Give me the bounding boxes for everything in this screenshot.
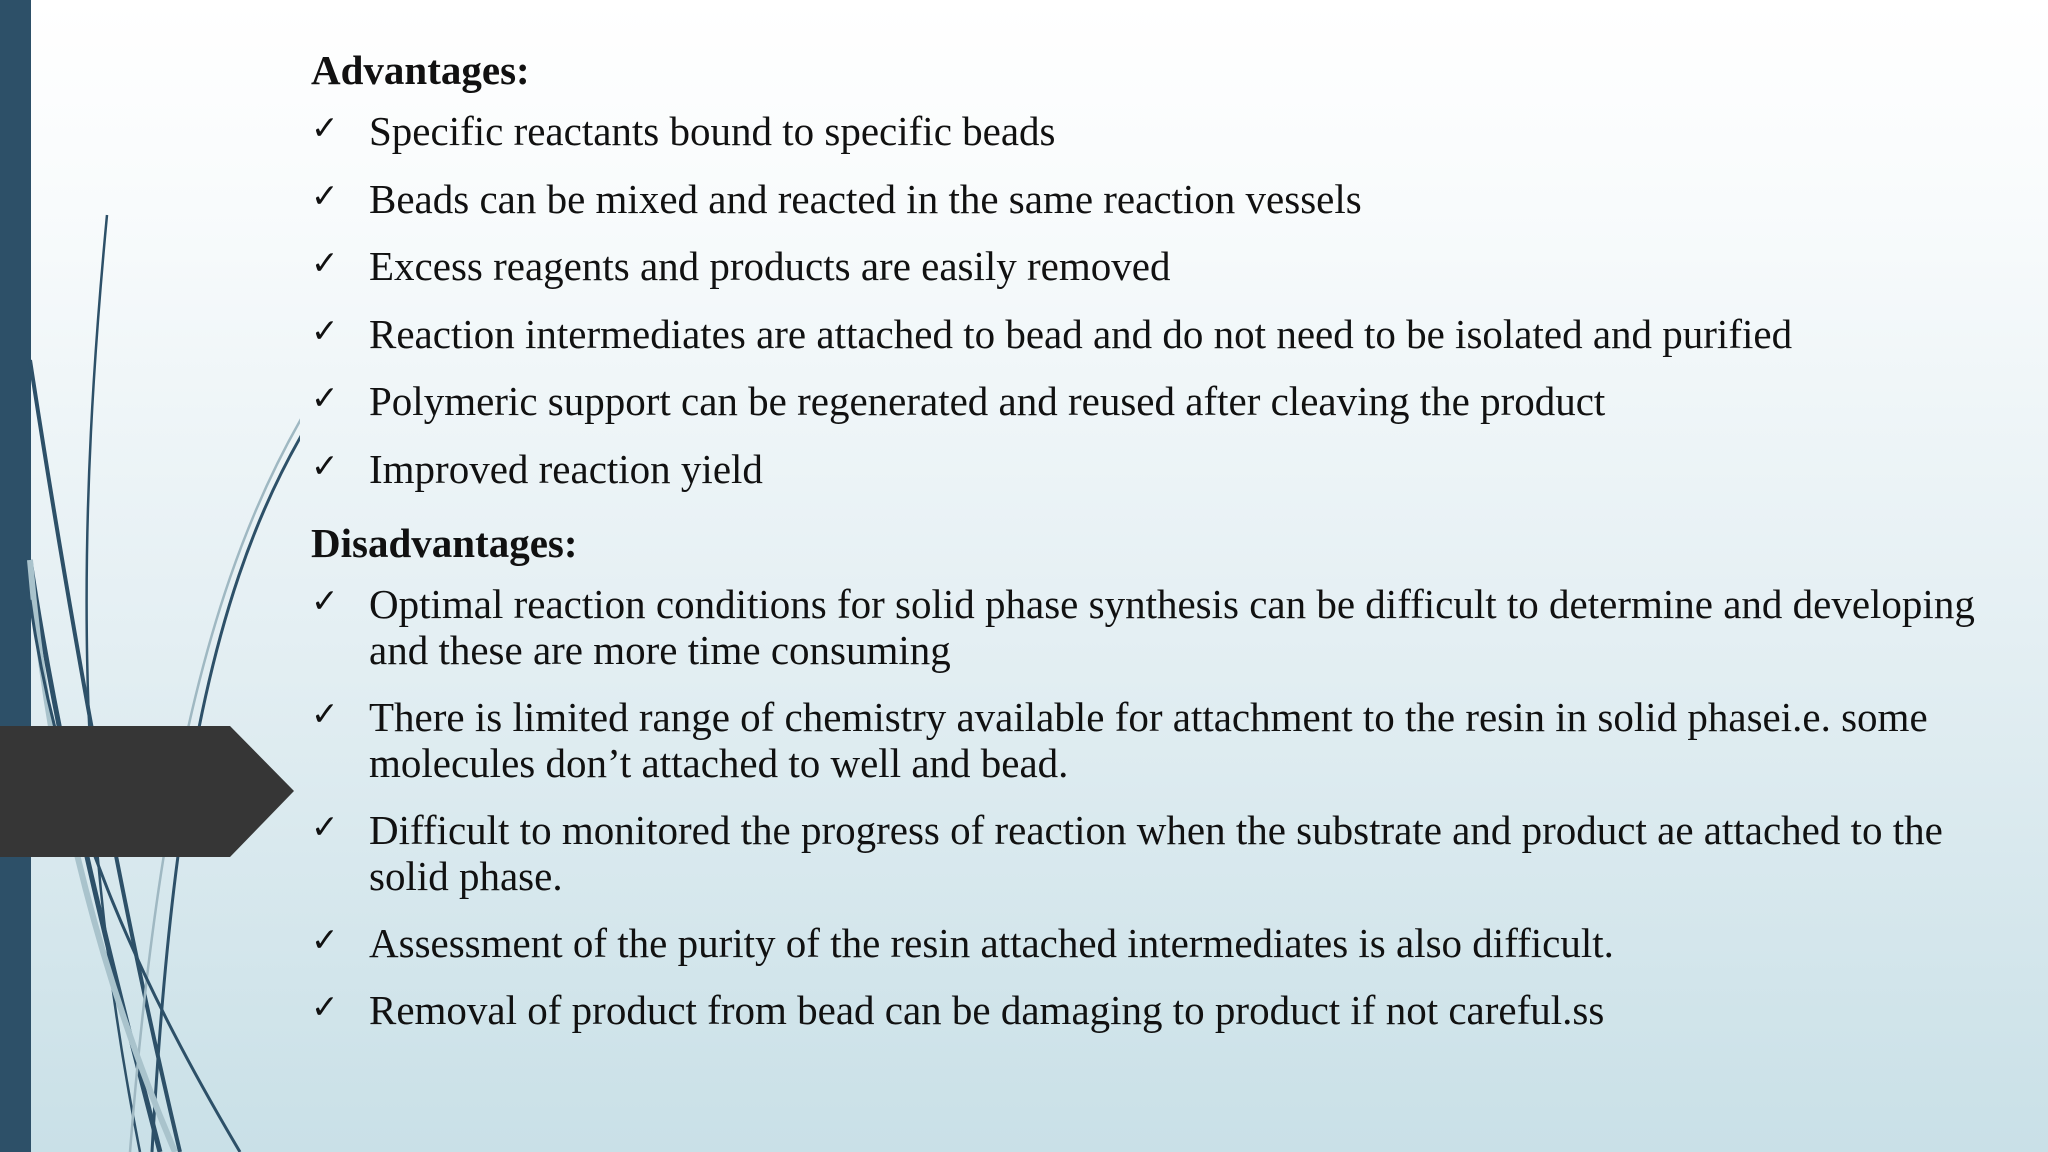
list-item	[311, 378, 2001, 424]
decor-curve-3	[87, 215, 140, 1152]
list-item-text: Improved reaction yield	[369, 445, 763, 492]
disadvantages-list	[311, 581, 2001, 1033]
list-item	[311, 446, 2001, 492]
disadvantages-heading: Disadvantages:	[311, 520, 578, 566]
list-item-text: Assessment of the purity of the resin attached intermediates is also difficult.	[369, 920, 1614, 966]
advantages-heading: Advantages:	[311, 47, 530, 93]
checkmark-icon: ✓	[311, 920, 339, 959]
decor-curve-5	[130, 260, 300, 1152]
list-item-text: There is limited range of chemistry available for attachment to the resin in solid phasei.e. some molecules don’t attached to well and bead.	[369, 694, 1928, 786]
decorative-curves	[0, 0, 300, 1152]
list-item	[311, 920, 2001, 966]
decor-curve-4	[152, 240, 300, 1152]
list-item-text: Excess reagents and products are easily removed	[369, 243, 1171, 289]
slide-content	[311, 40, 2001, 1054]
checkmark-icon: ✓	[311, 378, 339, 417]
list-item-text: Specific reactants bound to specific beads	[369, 108, 1056, 154]
list-item	[311, 694, 2001, 786]
list-item	[311, 807, 2001, 899]
checkmark-icon: ✓	[311, 175, 339, 215]
list-item	[311, 176, 2001, 222]
list-item	[311, 243, 2001, 289]
checkmark-icon: ✓	[311, 987, 339, 1026]
advantages-list	[311, 108, 2001, 492]
checkmark-icon: ✓	[311, 694, 339, 733]
checkmark-icon: ✓	[311, 581, 339, 620]
list-item-text: Reaction intermediates are attached to bead and do not need to be isolated and purified	[369, 310, 1793, 357]
list-item-text: Difficult to monitored the progress of reaction when the substrate and product ae attached to the solid phase.	[369, 807, 1943, 899]
arrow-tab-shape	[0, 726, 294, 857]
list-item	[311, 581, 2001, 673]
list-item	[311, 987, 2001, 1033]
checkmark-icon: ✓	[311, 310, 339, 350]
checkmark-icon: ✓	[311, 243, 339, 282]
checkmark-icon: ✓	[311, 445, 339, 485]
list-item	[311, 311, 2001, 357]
list-item	[311, 108, 2001, 154]
checkmark-icon: ✓	[311, 807, 339, 846]
list-item-text: Polymeric support can be regenerated and reused after cleaving the product	[369, 378, 1606, 424]
list-item-text: Beads can be mixed and reacted in the same reaction vessels	[369, 175, 1362, 222]
list-item-text: Removal of product from bead can be damaging to product if not careful.ss	[369, 987, 1605, 1033]
checkmark-icon: ✓	[311, 108, 339, 147]
list-item-text: Optimal reaction conditions for solid phase synthesis can be difficult to determine and developing and these are more time consuming	[369, 581, 1975, 673]
